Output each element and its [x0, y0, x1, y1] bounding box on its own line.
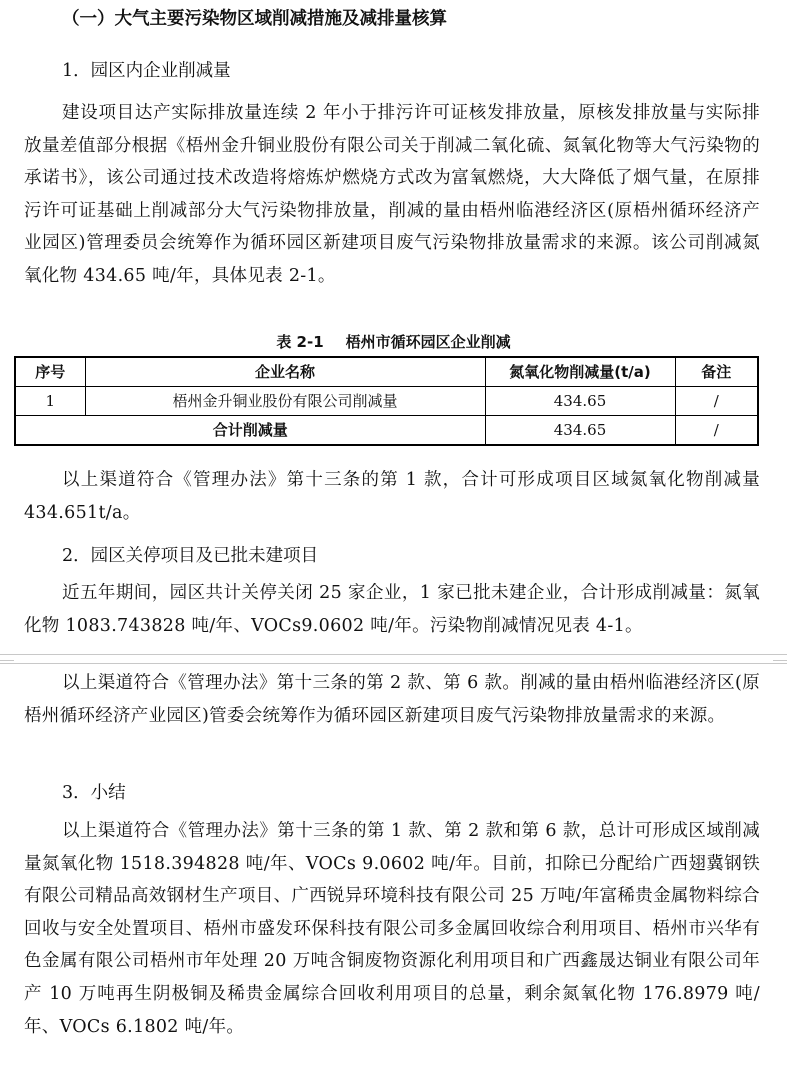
- header-nox-reduction: 氮氧化物削减量(t/a): [485, 357, 675, 387]
- header-enterprise: 企业名称: [85, 357, 485, 387]
- table-header-row: [15, 357, 758, 387]
- section-heading: （一）大气主要污染物区域削减措施及减排量核算: [62, 9, 447, 29]
- subsection-heading-1: 1．园区内企业削减量: [62, 61, 231, 81]
- paragraph-closed-projects: 近五年期间，园区共计关停关闭 25 家企业，1 家已批未建企业，合计形成削减量：氮氧化物 1083.743828 吨/年、VOCs9.0602 吨/年。污染物削减情况见表 4-1。: [24, 583, 760, 636]
- table-caption: [0, 331, 787, 353]
- page-break-right-tick: [773, 656, 787, 661]
- reduction-table: [14, 356, 759, 446]
- cell-note: /: [675, 387, 758, 416]
- total-note: /: [675, 416, 758, 446]
- cell-index: 1: [15, 387, 85, 416]
- total-label: 合计削减量: [15, 416, 485, 446]
- paragraph-channel-summary-2: 以上渠道符合《管理办法》第十三条的第 2 款、第 6 款。削减的量由梧州临港经济区(原梧州循环经济产业园区)管委会统筹作为循环园区新建项目废气污染物排放量需求的来源。: [24, 673, 760, 726]
- subsection-heading-3: 3．小结: [62, 783, 126, 803]
- table-total-row: [15, 416, 758, 446]
- total-value: 434.65: [485, 416, 675, 446]
- table-caption-number: 表 2-1: [276, 333, 324, 351]
- cell-enterprise: 梧州金升铜业股份有限公司削减量: [85, 387, 485, 416]
- page-break-left-tick: [0, 656, 14, 661]
- cell-nox-reduction: 434.65: [485, 387, 675, 416]
- table-caption-title: 梧州市循环园区企业削减: [345, 333, 511, 351]
- paragraph-conclusion: 以上渠道符合《管理办法》第十三条的第 1 款、第 2 款和第 6 款，总计可形成区域削减量氮氧化物 1518.394828 吨/年、VOCs 9.0602 吨/年。目前，扣除已分配给广西翅冀钢铁有限公司精品高效钢材生产项目、广西锐异环境科技有限公司 25 万吨/年富稀贵金属物料综合回收与安全处置项目、梧州市盛发环保科技有限公司多金属回收综合利用项目、梧州市兴华有色金属有限公司梧州市年处理 20 万吨含铜废物资源化利用项目和广西鑫晟达铜业有限公司年产 10 万吨再生阴极铜及稀贵金属综合回收利用项目的总量，剩余氮氧化物 176.8979 吨/年、VOCs 6.1802 吨/年。: [24, 821, 760, 1037]
- header-note: 备注: [675, 357, 758, 387]
- paragraph-channel-summary-1: 以上渠道符合《管理办法》第十三条的第 1 款，合计可形成项目区域氮氧化物削减量 434.651t/a。: [24, 470, 760, 523]
- subsection-heading-2: 2．园区关停项目及已批未建项目: [62, 546, 319, 566]
- table-row: [15, 387, 758, 416]
- page-break-divider: [0, 654, 787, 664]
- header-index: 序号: [15, 357, 85, 387]
- paragraph-enterprise-reduction: 建设项目达产实际排放量连续 2 年小于排污许可证核发排放量，原核发排放量与实际排放量差值部分根据《梧州金升铜业股份有限公司关于削减二氧化硫、氮氧化物等大气污染物的承诺书》，该公司通过技术改造将熔炼炉燃烧方式改为富氧燃烧，大大降低了烟气量，在原排污许可证基础上削减部分大气污染物排放量，削减的量由梧州临港经济区(原梧州循环经济产业园区)管理委员会统筹作为循环园区新建项目废气污染物排放量需求的来源。该公司削减氮氧化物 434.65 吨/年，具体见表 2-1。: [24, 103, 760, 286]
